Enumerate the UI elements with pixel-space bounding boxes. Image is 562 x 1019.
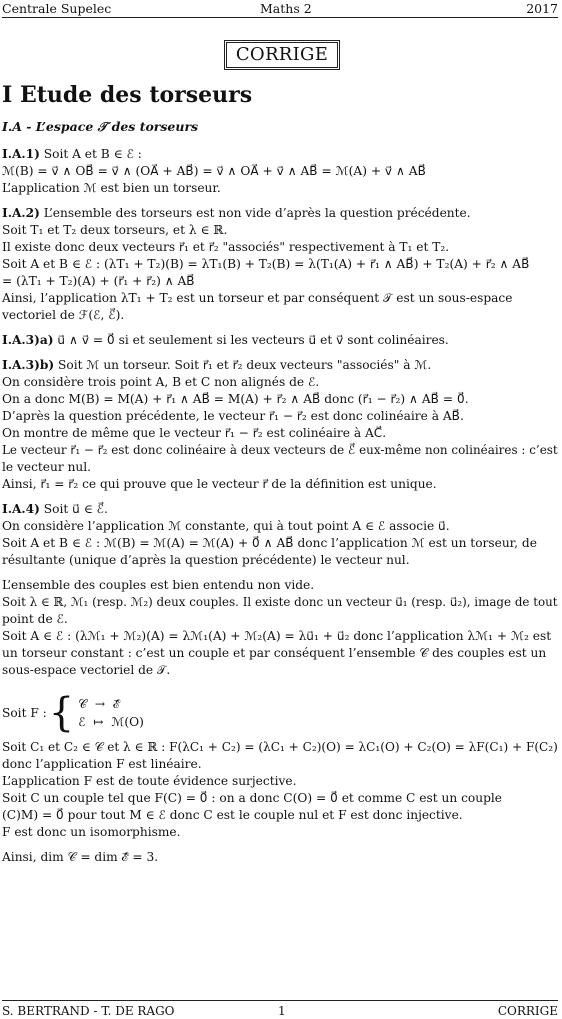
line-text: Ainsi, dim 𝒞 = dim ℰ⃗ = 3. [2,850,159,864]
text-line [2,501,558,518]
text-line [2,756,558,773]
line-text: donc l’application F est linéaire. [2,757,202,771]
line-text: Soit u⃗ ∈ ℰ⃗. [39,502,108,516]
line-text: L’application F est de toute évidence surjective. [2,774,297,788]
line-text: Soit A et B ∈ ℰ : [39,147,142,161]
text-line [2,442,558,459]
header-left: Centrale Supelec [2,1,112,16]
paragraph-gap [2,197,558,205]
text-line [2,425,558,442]
document-body [2,146,558,866]
text-line [2,307,558,324]
page-footer [2,1000,558,1017]
text-line [2,552,558,569]
line-text: Soit C₁ et C₂ ∈ 𝒞 et λ ∈ ℝ : F(λC₁ + C₂) = (λC₁ + C₂)(O) = λC₁(O) + C₂(O) = λF(C₁) + F(C₂) [2,740,558,754]
text-line [2,628,558,645]
text-line [2,163,558,180]
line-text: (C)M) = 0⃗ pour tout M ∈ ℰ donc C est le couple nul et F est donc injective. [2,808,463,822]
left-brace: { [48,690,75,736]
text-line [2,357,558,374]
line-text: u⃗ ∧ v⃗ = 0⃗ si et seulement si les vecteurs u⃗ et v⃗ sont colinéaires. [53,333,449,347]
line-text: D’après la question précédente, le vecteur r⃗₁ − r⃗₂ est donc colinéaire à AB⃗. [2,409,464,423]
section-subtitle: I.A - L’espace 𝒯 des torseurs [2,119,199,134]
line-text: L’ensemble des couples est bien entendu non vide. [2,578,315,592]
line-text: Ainsi, l’application λT₁ + T₂ est un torseur et par conséquent 𝒯 est un sous-espace [2,291,513,305]
paragraph-gap [2,324,558,332]
question-label: I.A.3)b) [2,358,55,372]
line-text: On montre de même que le vecteur r⃗₁ − r⃗₂ est colinéaire à AC⃗. [2,426,387,440]
paragraph-gap [2,679,558,687]
text-line [2,773,558,790]
text-line [2,146,558,163]
line-text: Soit A et B ∈ ℰ : (λT₁ + T₂)(B) = λT₁(B) + T₂(B) = λ(T₁(A) + r⃗₁ ∧ AB⃗) + T₂(A) + r⃗₂ ∧ AB⃗ [2,257,530,271]
text-line [2,256,558,273]
text-line [2,273,558,290]
question-label: I.A.1) [2,147,40,161]
line-text: vectoriel de ℱ(ℰ, ℰ⃗). [2,308,125,322]
text-line [2,239,558,256]
page-title: I Etude des torseurs [2,82,253,108]
line-text: ℳ(B) = v⃗ ∧ OB⃗ = v⃗ ∧ (OA⃗ + AB⃗) = v⃗ ∧ OA⃗ + v⃗ ∧ AB⃗ = ℳ(A) + v⃗ ∧ AB⃗ [2,164,426,178]
question-label: I.A.3)a) [2,333,54,347]
text-line [2,807,558,824]
text-line [2,849,558,866]
line-text: = (λT₁ + T₂)(A) + (r⃗₁ + r⃗₂) ∧ AB⃗ [2,274,195,288]
function-prefix: Soit F : [2,705,47,720]
line-text: On considère trois point A, B et C non alignés de ℰ. [2,375,320,389]
text-line [2,739,558,756]
corrige-stamp: CORRIGE [226,42,338,68]
text-line [2,518,558,535]
footer-center: 1 [278,1004,286,1018]
function-mapping [78,695,144,731]
page-header [2,0,558,18]
paragraph-gap [2,349,558,357]
line-text: Soit T₁ et T₂ deux torseurs, et λ ∈ ℝ. [2,223,228,237]
text-line [2,205,558,222]
footer-left: S. BERTRAND - T. DE RAGO [2,1004,175,1018]
paragraph-gap [2,493,558,501]
line-text: Soit λ ∈ ℝ, ℳ₁ (resp. ℳ₂) deux couples. Il existe donc un vecteur u⃗₁ (resp. u⃗₂), image de tout [2,595,558,609]
line-text: L’application ℳ est bien un torseur. [2,181,221,195]
line-text: Il existe donc deux vecteurs r⃗₁ et r⃗₂ "associés" respectivement à T₁ et T₂. [2,240,450,254]
line-text: un torseur constant : c’est un couple et par conséquent l’ensemble 𝒞 des couples est un [2,646,547,660]
header-center: Maths 2 [260,1,312,16]
paragraph-gap [2,569,558,577]
line-text: Soit A et B ∈ ℰ : ℳ(B) = ℳ(A) = ℳ(A) + 0⃗ ∧ AB⃗ donc l’application ℳ est un torseur, de [2,536,537,550]
text-line [2,535,558,552]
line-text: résultante (unique d’après la question précédente) le vecteur nul. [2,553,410,567]
function-definition [2,687,558,739]
line-text: L’ensemble des torseurs est non vide d’après la question précédente. [39,206,471,220]
text-line [2,180,558,197]
text-line [2,391,558,408]
line-text: le vecteur nul. [2,460,92,474]
line-text: Soit C un couple tel que F(C) = 0⃗ : on a donc C(O) = 0⃗ et comme C est un couple [2,791,502,805]
text-line [2,408,558,425]
text-line [2,290,558,307]
question-label: I.A.2) [2,206,40,220]
line-text: sous-espace vectoriel de 𝒯. [2,663,171,677]
function-row-domain: 𝒞 → ℰ⃗ [78,697,120,711]
header-right: 2017 [526,1,558,16]
text-line [2,790,558,807]
function-row-map: ℰ ↦ ℳ(O) [78,715,144,729]
text-line [2,594,558,611]
text-line [2,662,558,679]
line-text: point de ℰ. [2,612,68,626]
footer-right: CORRIGE [497,1004,558,1018]
line-text: F est donc un isomorphisme. [2,825,181,839]
text-line [2,476,558,493]
text-line [2,611,558,628]
text-line [2,824,558,841]
line-text: Soit ℳ un torseur. Soit r⃗₁ et r⃗₂ deux vecteurs "associés" à ℳ. [54,358,432,372]
text-line [2,645,558,662]
paragraph-gap [2,841,558,849]
text-line [2,459,558,476]
text-line [2,577,558,594]
line-text: On a donc M(B) = M(A) + r⃗₁ ∧ AB⃗ = M(A) + r⃗₂ ∧ AB⃗ donc (r⃗₁ − r⃗₂) ∧ AB⃗ = 0⃗. [2,392,469,406]
text-line [2,374,558,391]
line-text: Ainsi, r⃗₁ = r⃗₂ ce qui prouve que le vecteur r⃗ de la définition est unique. [2,477,437,491]
line-text: Le vecteur r⃗₁ − r⃗₂ est donc colinéaire à deux vecteurs de ℰ⃗ eux-même non colinéaires : c’est [2,443,558,457]
text-line [2,222,558,239]
question-label: I.A.4) [2,502,40,516]
line-text: On considère l’application ℳ constante, qui à tout point A ∈ ℰ associe u⃗. [2,519,450,533]
line-text: Soit A ∈ ℰ : (λℳ₁ + ℳ₂)(A) = λℳ₁(A) + ℳ₂(A) = λu⃗₁ + u⃗₂ donc l’application λℳ₁ + ℳ₂ est [2,629,552,643]
text-line [2,332,558,349]
